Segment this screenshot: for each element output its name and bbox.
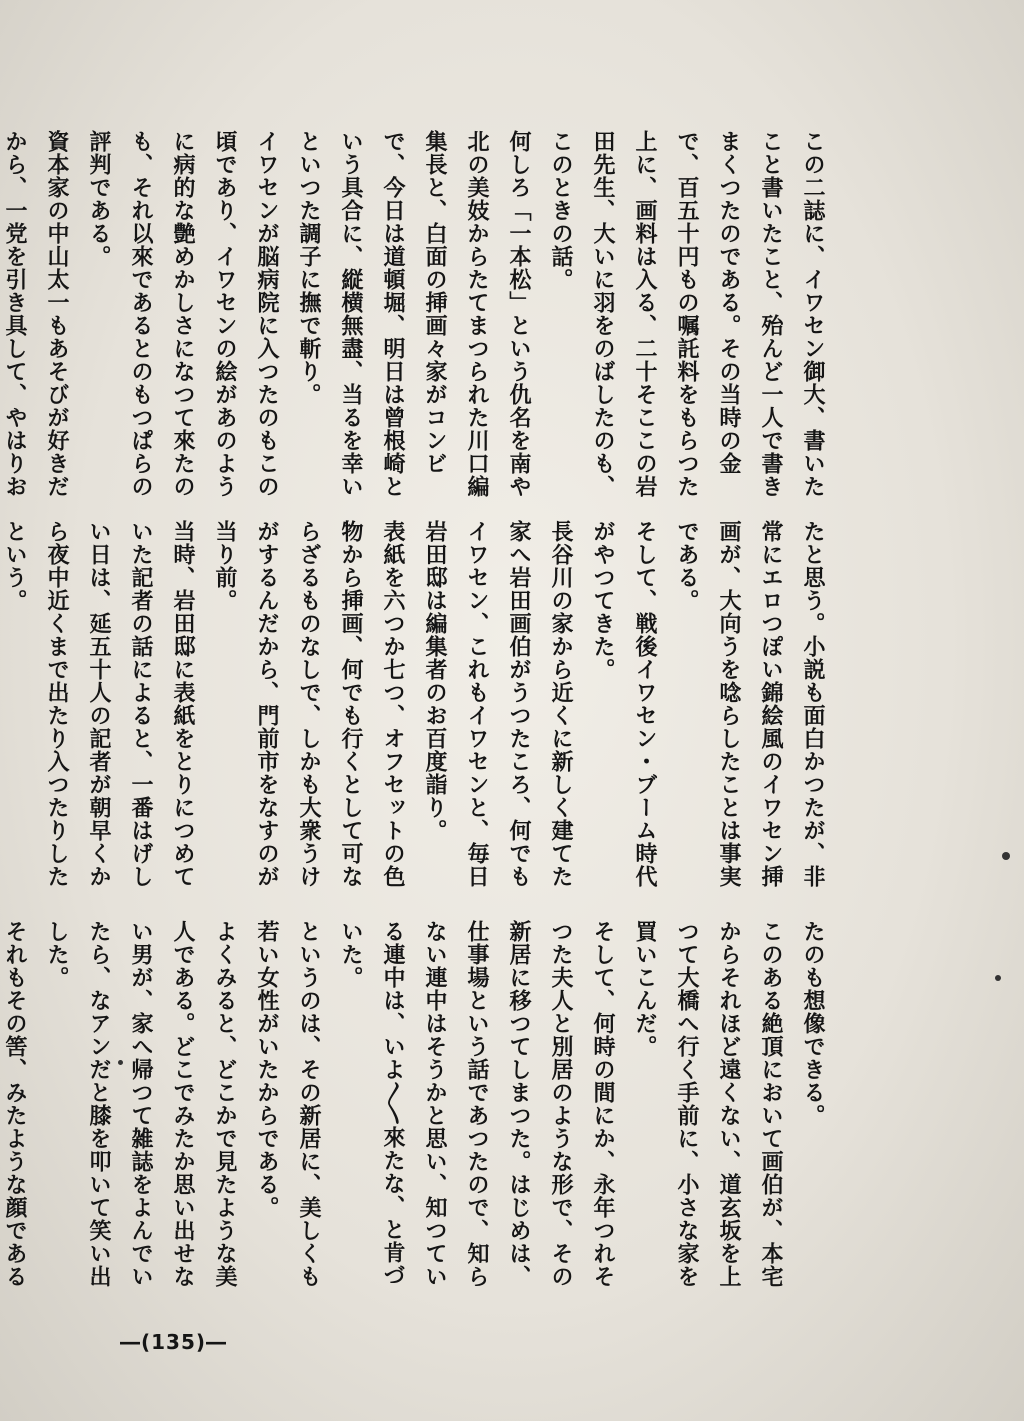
paragraph: このある絶頂において画伯が、本宅からそれほど遠くない、道玄坂を上つて大橋へ行く手前に、小さな家を買いこんだ。: [632, 920, 784, 1288]
paragraph: そして、戦後イワセン・ブーム時代がやつてきた。: [590, 520, 658, 888]
paragraph: イワセンが脳病院に入つたのもこの頃であり、イワセンの絵があのように病的な艶めかしさになつて來たのも、それ以來であるとのもつぱらの評判である。: [86, 130, 280, 498]
dust-speck: [1002, 852, 1010, 860]
paragraph: そして、何時の間にか、永年つれそつた夫人と別居のような形で、その新居に移つてしまつた。はじめは、仕事場という話であつたので、知らない連中はそうかと思い、知つている連中は、いよ〳〵來たな、と肯づいた。: [338, 920, 616, 1288]
paragraph: というのは、その新居に、美しくも若い女性がいたからである。: [254, 920, 322, 1288]
paragraph: この二誌に、イワセン御大、書いたこと書いたこと、殆んど一人で書きまくつたのである。その当時の金で、百五十円もの嘱託料をもらつた上に、画料は入る、二十そここの岩田先生、大いに羽をのばしたのも、このときの話。: [548, 130, 826, 498]
paragraph: 表紙を六つか七つ、オフセットの色物から挿画、何でも行くとして可ならざるものなしで、しかも大衆うけがするんだから、門前市をなすのが当り前。: [212, 520, 406, 888]
text-column-top: [2, 130, 834, 510]
text-column-middle: [2, 520, 834, 900]
paragraph: たのも想像できる。: [800, 920, 826, 1127]
dust-speck: [995, 975, 1001, 981]
paragraph: 資本家の中山太一もあそびが好きだから、一党を引き具して、やはりお: [2, 130, 70, 498]
text-column-bottom: [2, 920, 834, 1305]
paragraph: たと思う。小説も面白かつたが、非常にエロつぽい錦絵風のイワセン挿画が、大向うを唸らしたことは事実である。: [674, 520, 826, 888]
paragraph: よくみると、どこかで見たような美人である。どこでみたか思い出せない男が、家へ帰つて雑誌をよんでいたら、なアンだと膝を叩いて笑い出した。: [44, 920, 238, 1288]
paragraph: 何しろ「一本松」という仇名を南や北の美妓からたてまつられた川口編集長と、白面の挿画々家がコンビで、今日は道頓堀、明日は曾根崎という具合に、縦横無盡、当るを幸いといつた調子に撫で斬り。: [296, 130, 532, 498]
page-number: ―(135)―: [120, 1330, 228, 1354]
paragraph: それもその筈、みたような顔である: [2, 920, 28, 1288]
paragraph: 当時、岩田邸に表紙をとりにつめていた記者の話によると、一番はげしい日は、延五十人の記者が朝早くから夜中近くまで出たり入つたりしたという。: [2, 520, 196, 888]
paragraph: 長谷川の家から近くに新しく建てた家へ岩田画伯がうつたころ、何でもイワセン、これもイワセンと、毎日岩田邸は編集者のお百度詣り。: [422, 520, 574, 888]
